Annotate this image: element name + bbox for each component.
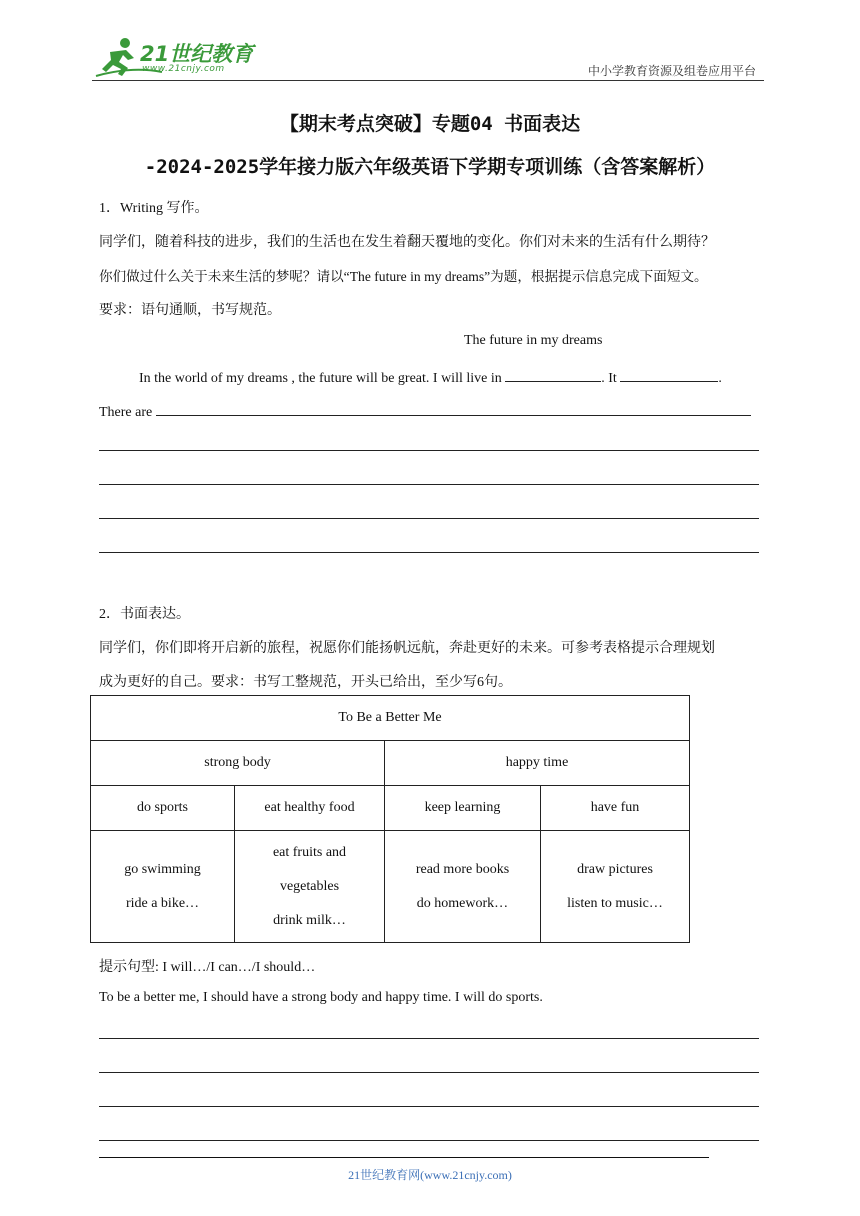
q1-intro-line2: 你们做过什么关于未来生活的梦呢？请以“The future in my dreams”为题，根据提示信息完成下面短文。 (99, 269, 708, 284)
subhead-keep-learning: keep learning (385, 786, 541, 831)
writing-line[interactable] (99, 1072, 759, 1073)
table-cell-text: draw pictures (577, 861, 653, 877)
footer-divider (99, 1157, 709, 1158)
essay-title: The future in my dreams (464, 333, 603, 348)
subhead-have-fun: have fun (541, 786, 690, 831)
tips-table (90, 695, 690, 943)
q1-requirement: 要求：语句通顺，书写规范。 (99, 303, 281, 318)
logo-text: 21世纪教育 (140, 42, 254, 66)
writing-line[interactable] (99, 518, 759, 519)
q2-intro-line2: 成为更好的自己。要求：书写工整规范，开头已给出，至少写6句。 (99, 675, 512, 690)
q2-intro-line1: 同学们，你们即将开启新的旅程，祝愿你们能扬帆远航，奔赴更好的未来。可参考表格提示合理规划 (99, 641, 715, 656)
q1-label: 1．Writing 写作。 (99, 201, 209, 216)
table-header: To Be a Better Me (91, 696, 690, 741)
q1-sentence-end: . (718, 371, 722, 386)
table-cell-text: read more books (415, 861, 510, 877)
examples-do-sports (91, 831, 235, 943)
subhead-eat-healthy-food: eat healthy food (235, 786, 385, 831)
table-cell-text: vegetables (279, 878, 340, 894)
examples-keep-learning (385, 831, 541, 943)
q1-sentence (139, 367, 722, 387)
writing-line[interactable] (99, 1140, 759, 1141)
table-cell-text: ride a bike… (125, 895, 200, 911)
writing-line[interactable] (99, 552, 759, 553)
blank-there-are[interactable] (156, 401, 751, 416)
footer-link[interactable]: 21世纪教育网(www.21cnjy.com) (348, 1168, 512, 1182)
page-title: 【期末考点突破】专题04 书面表达 (279, 113, 581, 135)
q1-intro-line1: 同学们，随着科技的进步，我们的生活也在发生着翻天覆地的变化。你们对未来的生活有什么期待？ (99, 235, 715, 250)
examples-eat-healthy-food (235, 831, 385, 943)
table-cell-text: do homework… (416, 895, 509, 911)
q2-opening-sentence: To be a better me, I should have a strong body and happy time. I will do sports. (99, 990, 543, 1005)
writing-line[interactable] (99, 450, 759, 451)
there-are-label: There are (99, 405, 153, 420)
writing-line[interactable] (99, 1038, 759, 1039)
blank-live-in[interactable] (505, 367, 601, 382)
group-happy-time: happy time (385, 741, 690, 786)
page-subtitle: -2024-2025学年接力版六年级英语下学期专项训练（含答案解析） (144, 156, 716, 178)
header-divider (92, 80, 764, 81)
examples-have-fun (541, 831, 690, 943)
writing-line[interactable] (99, 484, 759, 485)
q1-sentence-mid: . It (601, 371, 617, 386)
table-cell-text: drink milk… (273, 912, 346, 928)
table-cell-text: go swimming (124, 861, 201, 877)
q2-label: 2．书面表达。 (99, 607, 190, 622)
logo-url: www.21cnjy.com (142, 64, 225, 74)
table-cell-text: eat fruits and (272, 844, 347, 860)
q1-sentence-start: In the world of my dreams , the future will be great. I will live in (139, 371, 502, 386)
blank-it[interactable] (620, 367, 718, 382)
group-strong-body: strong body (91, 741, 385, 786)
subhead-do-sports: do sports (91, 786, 235, 831)
writing-line[interactable] (99, 1106, 759, 1107)
q1-there-are (99, 401, 751, 421)
site-logo (92, 36, 262, 80)
table-cell-text: listen to music… (567, 895, 663, 911)
header-platform-text: 中小学教育资源及组卷应用平台 (587, 64, 756, 78)
sentence-patterns: 提示句型: I will…/I can…/I should… (99, 960, 316, 975)
